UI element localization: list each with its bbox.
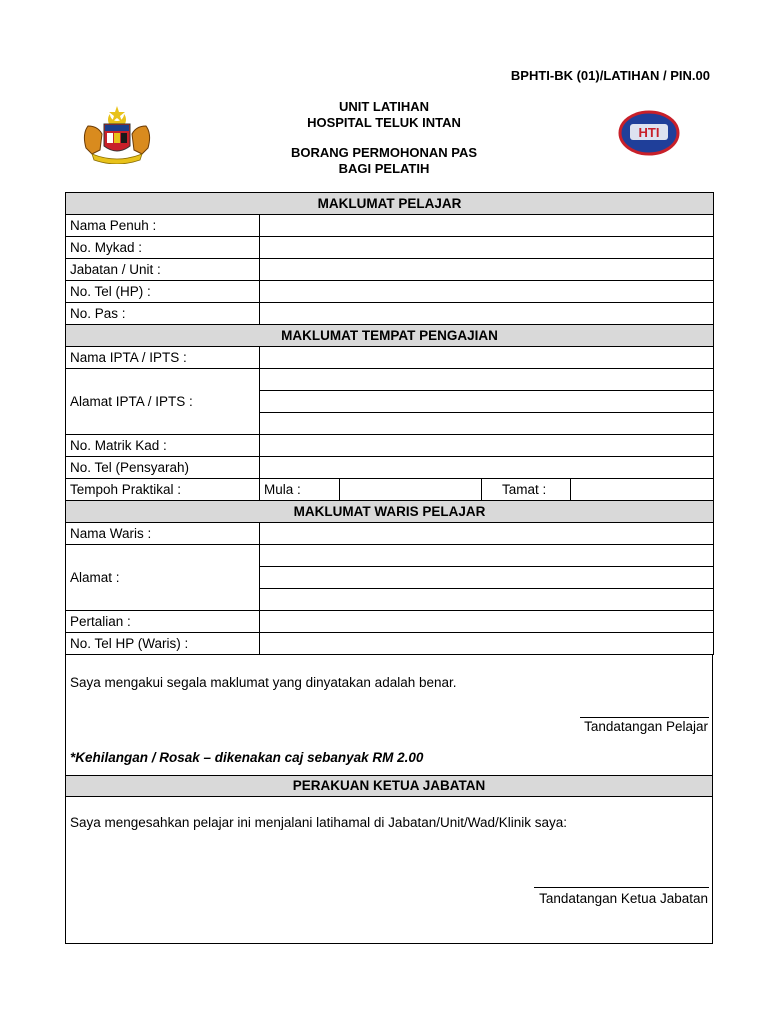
institution-address-line-3[interactable] [260,413,714,435]
label-phone: No. Tel (HP) : [66,281,260,303]
form-reference-code: BPHTI-BK (01)/LATIHAN / PIN.00 [510,68,710,83]
student-signature-line[interactable] [580,717,709,718]
end-date-field[interactable] [571,479,714,501]
label-end-date: Tamat : [482,479,571,501]
form-title: BORANG PERMOHONAN PAS [290,145,478,160]
head-approval-box [65,797,713,944]
unit-title: UNIT LATIHAN [338,99,430,114]
head-signature-label: Tandatangan Ketua Jabatan [539,891,708,906]
student-signature-label: Tandatangan Pelajar [584,719,708,734]
guardian-address-line-2[interactable] [260,567,714,589]
section-header-head-approval: PERAKUAN KETUA JABATAN [65,775,713,797]
label-department: Jabatan / Unit : [66,259,260,281]
form-subtitle: BAGI PELATIH [338,161,430,176]
hospital-logo-text: HTI [638,125,660,140]
guardian-phone-field[interactable] [260,633,714,655]
student-declaration-box [65,655,713,776]
guardian-address-line-3[interactable] [260,589,714,611]
section-header-institution: MAKLUMAT TEMPAT PENGAJIAN [66,325,714,347]
label-pass-number: No. Pas : [66,303,260,325]
guardian-address-line-1[interactable] [260,545,714,567]
pass-number-field[interactable] [260,303,714,325]
label-mykad: No. Mykad : [66,237,260,259]
start-date-field[interactable] [340,479,482,501]
section-header-student: MAKLUMAT PELAJAR [66,193,714,215]
matric-number-field[interactable] [260,435,714,457]
student-declaration-text: Saya mengakui segala maklumat yang dinyatakan adalah benar. [70,675,457,690]
head-approval-text: Saya mengesahkan pelajar ini menjalani latihamal di Jabatan/Unit/Wad/Klinik saya: [70,815,568,830]
label-start-date: Mula : [260,479,340,501]
label-guardian-name: Nama Waris : [66,523,260,545]
mykad-field[interactable] [260,237,714,259]
institution-address-line-1[interactable] [260,369,714,391]
loss-charge-note: *Kehilangan / Rosak – dikenakan caj sebanyak RM 2.00 [70,750,424,765]
hospital-logo [617,108,681,158]
guardian-name-field[interactable] [260,523,714,545]
label-guardian-address: Alamat : [66,545,260,611]
lecturer-phone-field[interactable] [260,457,714,479]
label-relation: Pertalian : [66,611,260,633]
section-header-guardian: MAKLUMAT WARIS PELAJAR [66,501,714,523]
head-signature-line[interactable] [534,887,709,888]
label-matric-number: No. Matrik Kad : [66,435,260,457]
institution-address-line-2[interactable] [260,391,714,413]
department-field[interactable] [260,259,714,281]
label-lecturer-phone: No. Tel (Pensyarah) [66,457,260,479]
full-name-field[interactable] [260,215,714,237]
label-institution-address: Alamat IPTA / IPTS : [66,369,260,435]
label-institution-name: Nama IPTA / IPTS : [66,347,260,369]
label-guardian-phone: No. Tel HP (Waris) : [66,633,260,655]
hospital-name: HOSPITAL TELUK INTAN [307,115,461,130]
phone-field[interactable] [260,281,714,303]
label-full-name: Nama Penuh : [66,215,260,237]
application-form-table [65,192,714,655]
relation-field[interactable] [260,611,714,633]
label-practical-duration: Tempoh Praktikal : [66,479,260,501]
institution-name-field[interactable] [260,347,714,369]
